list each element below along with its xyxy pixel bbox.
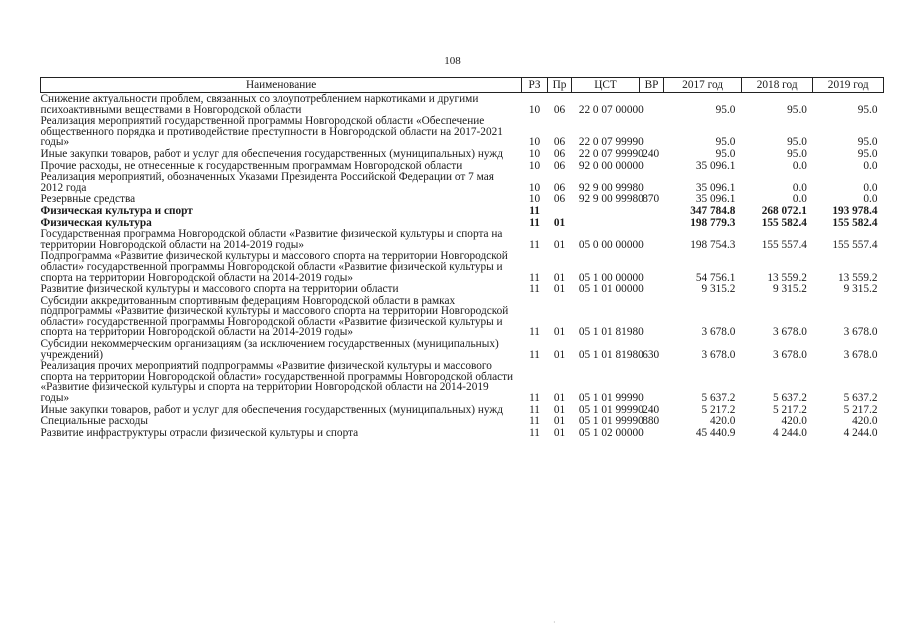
table-row — [41, 148, 884, 160]
cell-y2017: 95.0 — [715, 103, 736, 116]
cell-rz: 11 — [529, 216, 540, 229]
cell-rz: 11 — [529, 403, 540, 416]
table-body — [41, 93, 884, 439]
header-cst: ЦСТ — [572, 78, 639, 93]
cell-y2017: 198 779.3 — [690, 216, 736, 229]
cell-cst: 92 9 00 99980 — [578, 181, 644, 194]
cell-rz: 11 — [529, 238, 540, 251]
cell-rz: 11 — [529, 283, 540, 296]
cell-rz: 10 — [528, 193, 541, 206]
cell-cst — [572, 217, 639, 229]
cell-y2019: 0.0 — [863, 159, 878, 172]
cell-y2018: 3 678.0 — [773, 326, 807, 339]
cell-pr: 01 — [553, 426, 566, 439]
cell-name: Снижение актуальности проблем, связанных со злоупотреблением наркотиками и другими психоактивными веществами в Новгородской области — [40, 93, 479, 116]
cell-cst — [572, 205, 639, 217]
cell-rz: 10 — [528, 181, 541, 194]
cell-name: Реализация мероприятий, обозначенных Указами Президента Российской Федерации от 7 мая 2012 года — [40, 171, 494, 194]
cell-cst: 22 0 07 99990 — [578, 136, 644, 149]
cell-y2017: 420.0 — [710, 415, 736, 428]
cell-cst: 92 0 00 00000 — [578, 159, 644, 172]
cell-y2018: 155 582.4 — [761, 216, 807, 229]
cell-cst: 05 1 01 81980 — [578, 326, 644, 339]
page-number: 108 — [444, 55, 461, 67]
table-row — [41, 228, 884, 250]
header-name: Наименование — [41, 78, 522, 93]
cell-name: Подпрограмма «Развитие физической культуры и массового спорта на территории Новгородской области» государственной программы Новгородской области «Развитие физической культуры и спорта на территории Новгородской области на 2014-2019 годы» — [40, 250, 508, 284]
cell-pr: 01 — [553, 392, 566, 405]
cell-y2018: 95.0 — [787, 136, 807, 149]
cell-y2019: 95.0 — [857, 147, 878, 160]
table-row — [41, 404, 884, 416]
header-2019: 2019 год — [813, 78, 884, 93]
cell-name: Государственная программа Новгородской области «Развитие физической культуры и спорта на территории Новгородской области на 2014-2019 годы» — [40, 228, 503, 251]
cell-name: Иные закупки товаров, работ и услуг для обеспечения государственных (муниципальных) нужд — [40, 403, 503, 416]
cell-pr: 01 — [553, 216, 566, 229]
cell-vr: 240 — [642, 147, 660, 160]
table-row — [41, 338, 884, 360]
cell-rz: 10 — [528, 159, 541, 172]
cell-y2019: 3 678.0 — [843, 348, 878, 361]
cell-y2018: 155 557.4 — [761, 238, 807, 251]
cell-name: Физическая культура и спорт — [40, 204, 193, 217]
cell-y2017: 95.0 — [715, 147, 736, 160]
cell-name: Иные закупки товаров, работ и услуг для обеспечения государственных (муниципальных) нужд — [40, 147, 503, 160]
cell-cst: 92 9 00 99980 — [578, 193, 644, 206]
cell-name: Прочие расходы, не отнесенные к государственным программам Новгородской области — [40, 159, 463, 172]
cell-pr: 06 — [553, 136, 566, 149]
cell-y2019: 13 559.2 — [837, 271, 878, 284]
cell-y2018: 0.0 — [792, 181, 807, 194]
budget-table — [40, 77, 884, 438]
header-rz: РЗ — [522, 78, 548, 93]
cell-cst: 05 1 00 00000 — [578, 271, 644, 284]
cell-name: Резервные средства — [40, 193, 136, 206]
cell-y2018: 13 559.2 — [767, 271, 807, 284]
cell-rz: 11 — [529, 426, 540, 439]
table-row — [41, 427, 884, 439]
cell-rz: 11 — [529, 348, 540, 361]
cell-y2017: 95.0 — [715, 136, 736, 149]
cell-vr: 240 — [642, 403, 660, 416]
cell-pr: 01 — [553, 283, 566, 296]
cell-pr — [547, 205, 572, 217]
cell-name: Физическая культура — [40, 216, 152, 229]
cell-pr: 01 — [553, 271, 566, 284]
header-2017: 2017 год — [664, 78, 742, 93]
cell-pr: 01 — [553, 415, 566, 428]
cell-y2017: 3 678.0 — [701, 326, 736, 339]
cell-rz: 10 — [528, 103, 541, 116]
table-row — [41, 205, 884, 217]
cell-name: Реализация мероприятий государственной программы Новгородской области «Обеспечение общественного порядка и противодействие преступности в Новгородской области на 2017-2021 годы» — [40, 115, 503, 149]
cell-rz: 11 — [529, 326, 540, 339]
cell-rz: 11 — [529, 392, 540, 405]
cell-y2018: 420.0 — [781, 415, 807, 428]
cell-name: Развитие инфраструктуры отрасли физической культуры и спорта — [40, 426, 359, 439]
cell-rz: 11 — [529, 415, 540, 428]
cell-y2017: 3 678.0 — [701, 348, 736, 361]
cell-cst: 05 1 01 99990 — [578, 415, 644, 428]
cell-y2019: 3 678.0 — [843, 326, 878, 339]
cell-y2019: 4 244.0 — [843, 426, 878, 439]
cell-y2019: 9 315.2 — [843, 283, 878, 296]
cell-name: Специальные расходы — [40, 415, 148, 428]
table-row — [41, 250, 884, 283]
cell-y2019: 155 557.4 — [832, 238, 878, 251]
cell-pr: 01 — [553, 238, 566, 251]
cell-rz: 10 — [528, 147, 541, 160]
cell-y2018: 9 315.2 — [773, 283, 807, 296]
cell-vr — [639, 205, 664, 217]
cell-cst: 05 1 01 99990 — [578, 403, 644, 416]
cell-y2019: 155 582.4 — [832, 216, 878, 229]
scan-mark: · — [553, 618, 556, 627]
cell-y2017: 45 440.9 — [695, 426, 736, 439]
cell-vr — [639, 217, 664, 229]
cell-y2018: 5 637.2 — [773, 392, 807, 405]
cell-rz: 11 — [529, 204, 540, 217]
cell-y2019: 0.0 — [863, 181, 878, 194]
cell-vr: 870 — [642, 193, 660, 206]
cell-y2017: 54 756.1 — [695, 271, 736, 284]
cell-y2017: 35 096.1 — [695, 181, 736, 194]
cell-y2018: 3 678.0 — [773, 348, 807, 361]
cell-y2018: 0.0 — [792, 159, 807, 172]
cell-y2017: 347 784.8 — [690, 204, 736, 217]
table-row — [41, 217, 884, 229]
cell-y2017: 35 096.1 — [695, 159, 736, 172]
cell-pr: 01 — [553, 348, 566, 361]
cell-pr: 06 — [553, 103, 566, 116]
cell-y2017: 35 096.1 — [695, 193, 736, 206]
cell-cst: 05 1 01 99990 — [578, 392, 644, 405]
table-row — [41, 193, 884, 205]
table-row — [41, 295, 884, 338]
cell-cst: 05 1 01 00000 — [578, 283, 644, 296]
cell-y2018: 0.0 — [792, 193, 807, 206]
cell-y2019: 193 978.4 — [832, 204, 878, 217]
cell-pr: 06 — [553, 147, 566, 160]
cell-name: Реализация прочих мероприятий подпрограммы «Развитие физической культуры и массового спорта на территории Новгородской области» государственной программы Новгородской области «Развитие физической культуры и спорта на территории Новгородской области на 2014-2019 годы» — [40, 360, 514, 405]
header-pr: Пр — [547, 78, 572, 93]
cell-pr: 06 — [553, 159, 566, 172]
cell-name: Субсидии некоммерческим организациям (за исключением государственных (муниципальных) учреждений) — [40, 338, 499, 361]
cell-y2018: 5 217.2 — [773, 403, 807, 416]
cell-rz: 10 — [528, 136, 541, 149]
cell-cst: 05 1 01 81980 — [578, 348, 644, 361]
table-row — [41, 360, 884, 403]
header-vr: ВР — [639, 78, 664, 93]
cell-y2019: 95.0 — [857, 136, 878, 149]
table-row — [41, 415, 884, 427]
cell-y2017: 198 754.3 — [690, 238, 736, 251]
table-row — [41, 93, 884, 116]
cell-cst: 05 0 00 00000 — [578, 238, 644, 251]
cell-pr: 06 — [553, 181, 566, 194]
cell-y2017: 5 637.2 — [701, 392, 736, 405]
cell-cst: 05 1 02 00000 — [578, 426, 644, 439]
table-row — [41, 115, 884, 148]
cell-cst: 22 0 07 00000 — [578, 103, 644, 116]
cell-name: Субсидии аккредитованным спортивным федерациям Новгородской области в рамках подпрограммы «Развитие физической культуры и массового спорта на территории Новгородской области» государственной программы Новгородской области «Развитие физической культуры и спорта на территории Новгородской области на 2014-2019 годы» — [40, 294, 509, 339]
cell-y2017: 5 217.2 — [701, 403, 736, 416]
cell-pr: 01 — [553, 403, 566, 416]
cell-name: Развитие физической культуры и массового спорта на территории области — [40, 283, 399, 296]
cell-y2018: 95.0 — [787, 147, 807, 160]
cell-y2018: 95.0 — [787, 103, 807, 116]
cell-pr: 01 — [553, 326, 566, 339]
cell-y2019: 420.0 — [852, 415, 878, 428]
header-2018: 2018 год — [741, 78, 813, 93]
table-row — [41, 171, 884, 193]
cell-y2019: 0.0 — [863, 193, 878, 206]
table-row — [41, 160, 884, 172]
table-row — [41, 283, 884, 295]
cell-rz: 11 — [529, 271, 540, 284]
cell-y2019: 95.0 — [857, 103, 878, 116]
table-header-row — [41, 78, 884, 93]
cell-cst: 22 0 07 99990 — [578, 147, 644, 160]
cell-y2019: 5 637.2 — [843, 392, 878, 405]
cell-y2017: 9 315.2 — [701, 283, 736, 296]
cell-vr: 630 — [642, 348, 660, 361]
cell-vr: 880 — [642, 415, 660, 428]
cell-pr: 06 — [553, 193, 566, 206]
cell-y2019: 5 217.2 — [843, 403, 878, 416]
cell-y2018: 4 244.0 — [773, 426, 807, 439]
cell-y2018: 268 072.1 — [761, 204, 807, 217]
